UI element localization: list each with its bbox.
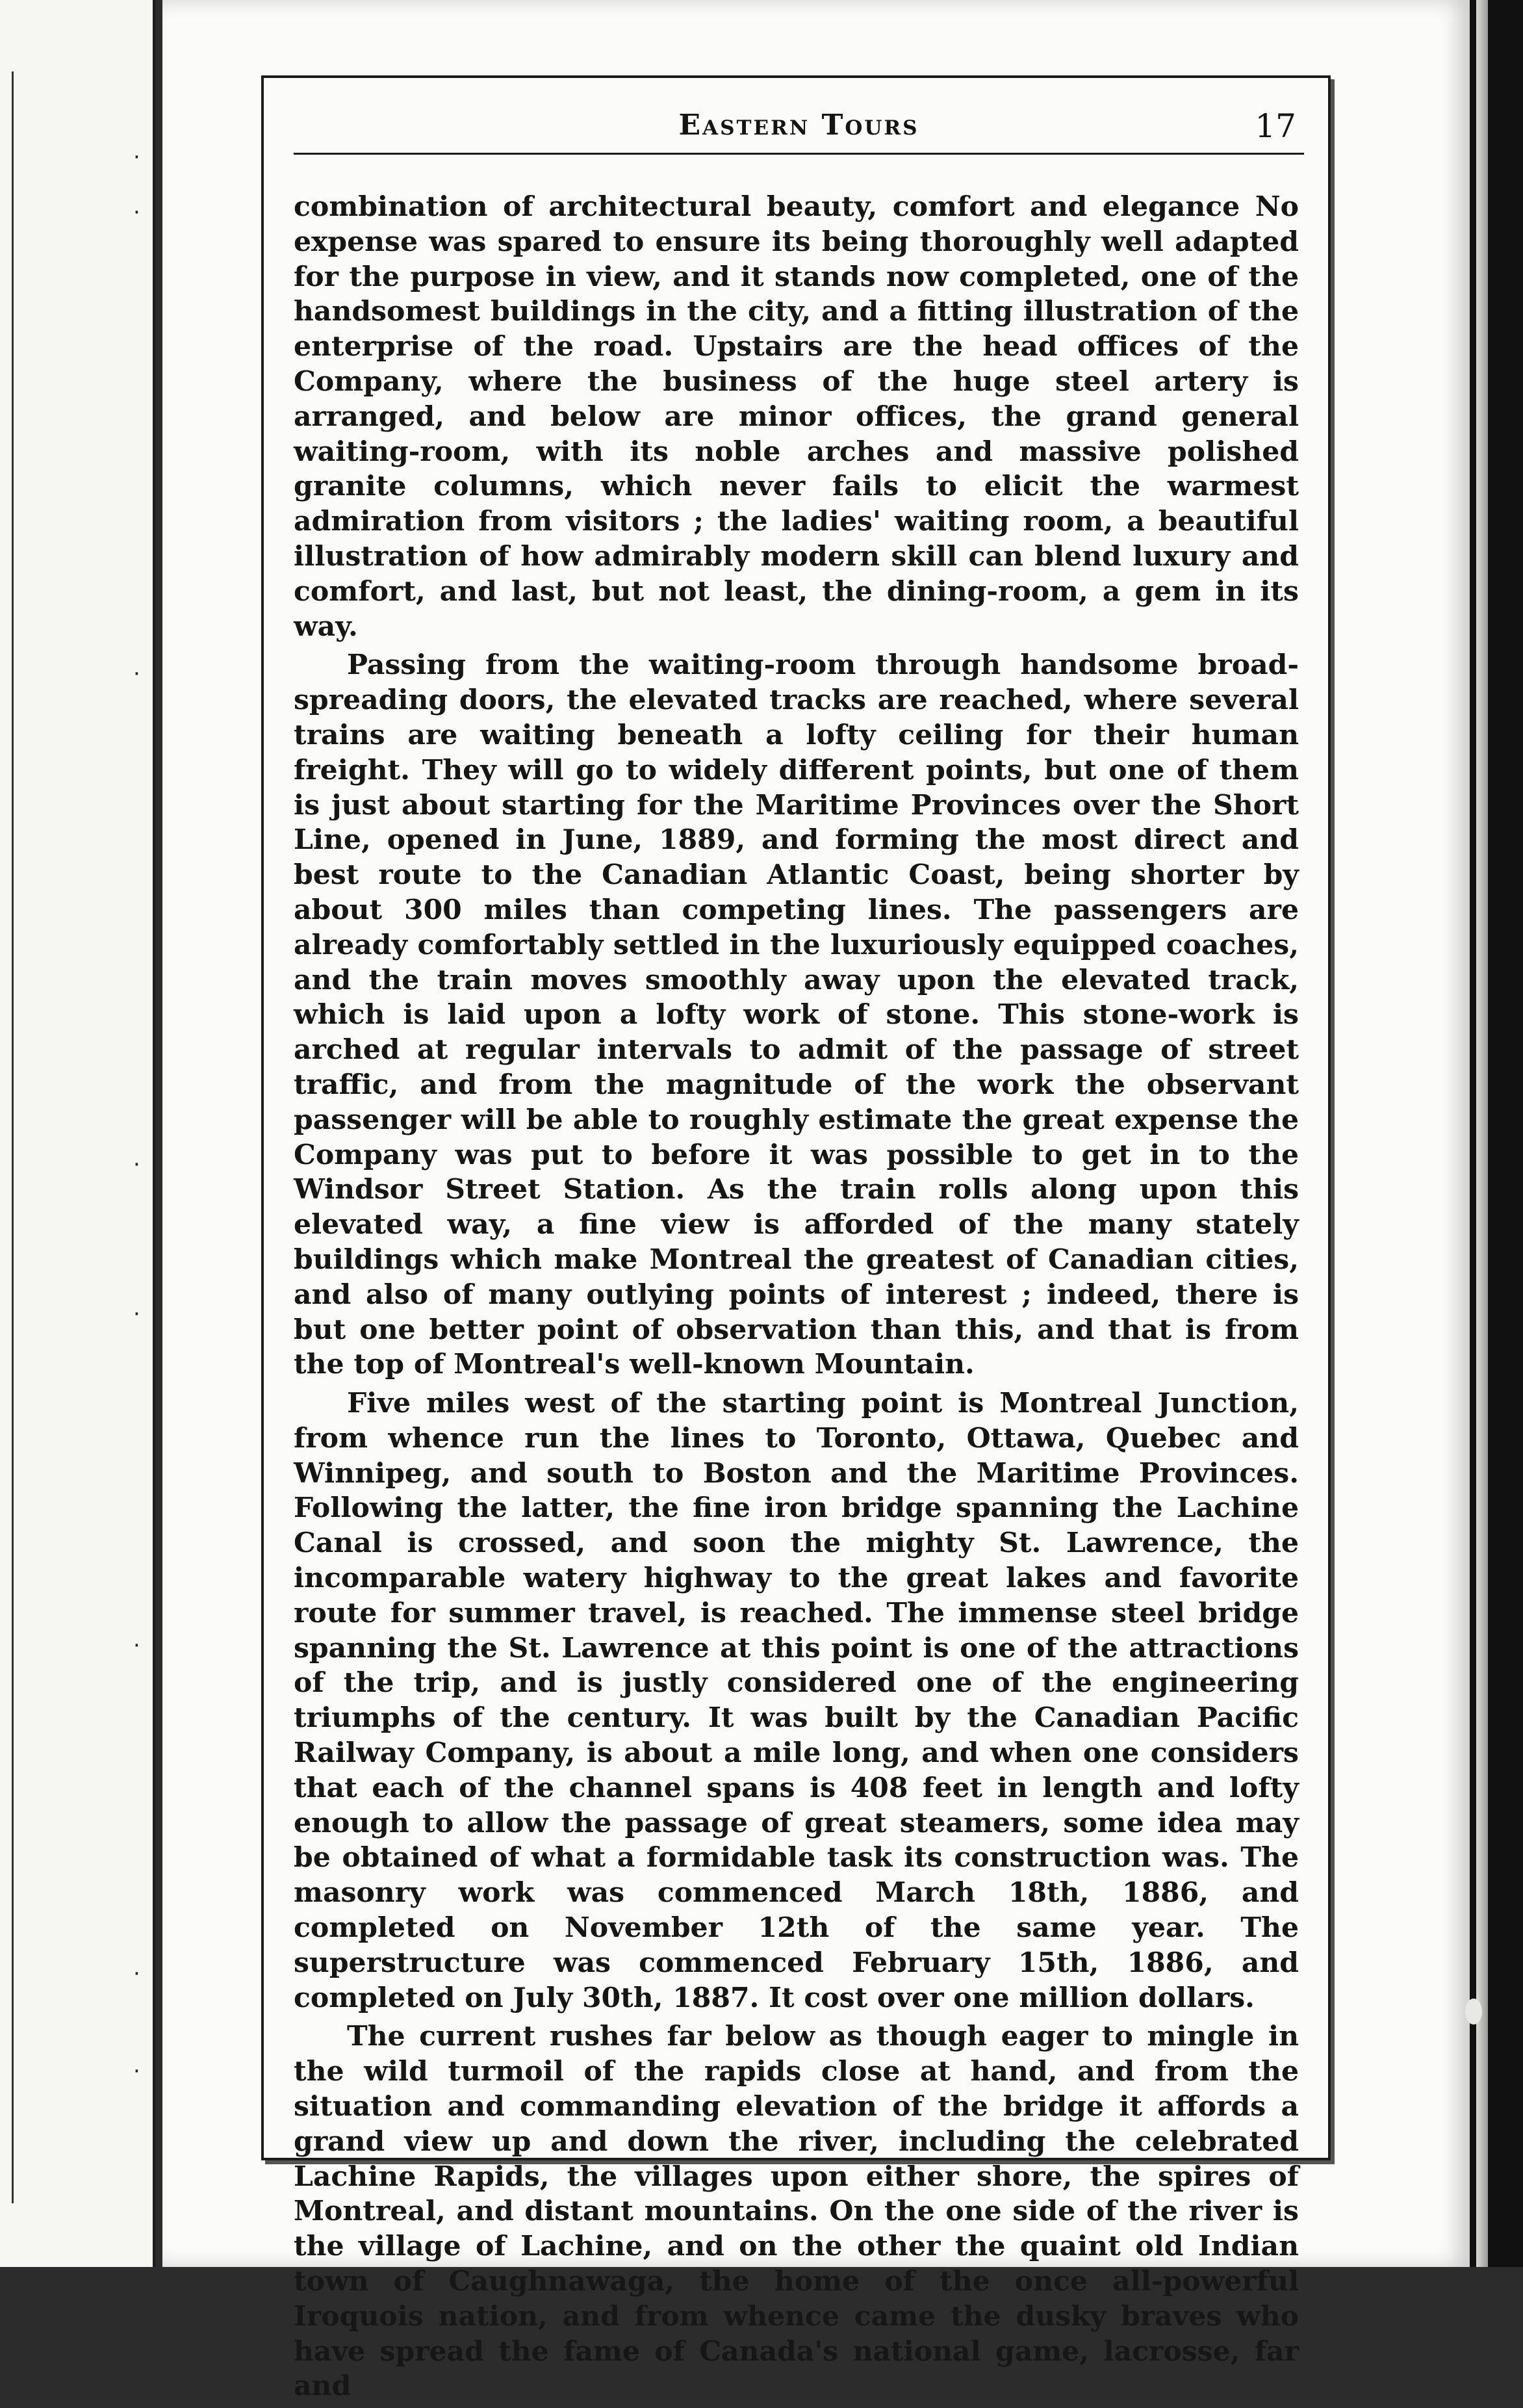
- binding-hole-mark: ·: [133, 1301, 140, 1327]
- page-stack-edge: [1476, 0, 1488, 2267]
- binding-hole-mark: ·: [133, 1152, 140, 1178]
- page-number: 17: [1255, 107, 1296, 145]
- paragraph-3: Five miles west of the starting point is Montreal Junction, from whence run the lines to Toronto, Ottawa, Quebec and Winnipeg, and south to Boston and the Maritime Provinces. Following the latter, the fine iron bridge spanning the Lachine Canal is crossed, and soon the mighty St. Lawrence, the incomparable watery highway to the great lakes and favorite route for summer travel, is reached. The immense steel bridge spanning the St. Lawrence at this point is one of the attractions of the trip, and is justly considered one of the engineering triumphs of the century. It was built by the Canadian Pacific Railway Company, is about a mile long, and when one considers that each of the channel spans is 408 feet in length and lofty enough to allow the passage of great steamers, some idea may be obtained of what a formidable task its construction was. The masonry work was commenced March 18th, 1886, and completed on November 12th of the same year. The superstructure was commenced February 15th, 1886, and completed on July 30th, 1887. It cost over one million dollars.: [294, 1387, 1299, 2014]
- binding-hole-mark: ·: [133, 661, 140, 687]
- scan-background-right: [1470, 0, 1523, 2267]
- paragraph-2: Passing from the waiting-room through handsome broad-spreading doors, the elevated tracks are reached, where several trains are waiting beneath a lofty ceiling for their human freight. They will go to widely different points, but one of them is just about starting for the Maritime Provinces over the Short Line, opened in June, 1889, and forming the most direct and best route to the Canadian Atlantic Coast, being shorter by about 300 miles than competing lines. The passengers are already comfortably settled in the luxuriously equipped coaches, and the train moves smoothly away upon the elevated track, which is laid upon a lofty work of stone. This stone-work is arched at regular intervals to admit of the passage of street traffic, and from the magnitude of the work the observant passenger will be able to roughly estimate the great expense the Company was put to before it was possible to get in to the Windsor Street Station. As the train rolls along upon this elevated way, a fine view is afforded of the many stately buildings which make Montreal the greatest of Canadian cities, and also of many outlying points of interest ; indeed, there is but one better point of observation than this, and that is from the top of Montreal's well-known Mountain.: [294, 649, 1299, 1381]
- binding-hole-mark: ·: [133, 144, 140, 170]
- binding-hole-mark: ·: [133, 200, 140, 226]
- page-header: [294, 107, 1304, 155]
- running-head: Eastern Tours: [678, 109, 919, 142]
- binding-hole-mark: ·: [133, 1961, 140, 1987]
- binding-hole-mark: ·: [133, 2058, 140, 2084]
- facing-page-rule: [12, 71, 14, 2203]
- facing-page-edge: [0, 0, 155, 2267]
- body-text: [294, 190, 1299, 2408]
- paragraph-1: combination of architectural beauty, comfort and elegance No expense was spared to ensure its being thoroughly well adapted for the purpose in view, and it stands now completed, one of the handsomest buildings in the city, and a fitting illustration of the enterprise of the road. Upstairs are the head offices of the Company, where the business of the huge steel artery is arranged, and below are minor offices, the grand general waiting-room, with its noble arches and massive polished granite columns, which never fails to elicit the warmest admiration from visitors ; the ladies' waiting room, a beautiful illustration of how admirably modern skill can blend luxury and comfort, and last, but not least, the dining-room, a gem in its way.: [294, 190, 1299, 643]
- paper-blemish: [1465, 1999, 1482, 2025]
- paragraph-4: The current rushes far below as though eager to mingle in the wild turmoil of the rapids close at hand, and from the situation and commanding elevation of the bridge it affords a grand view up and down the river, including the celebrated Lachine Rapids, the villages upon either shore, the spires of Montreal, and distant mountains. On the one side of the river is the village of Lachine, and on the other the quaint old Indian town of Caughnawaga, the home of the once all-powerful Iroquois nation, and from whence came the dusky braves who have spread the fame of Canada's national game, lacrosse, far and: [294, 2020, 1299, 2403]
- binding-hole-mark: ·: [133, 1633, 140, 1659]
